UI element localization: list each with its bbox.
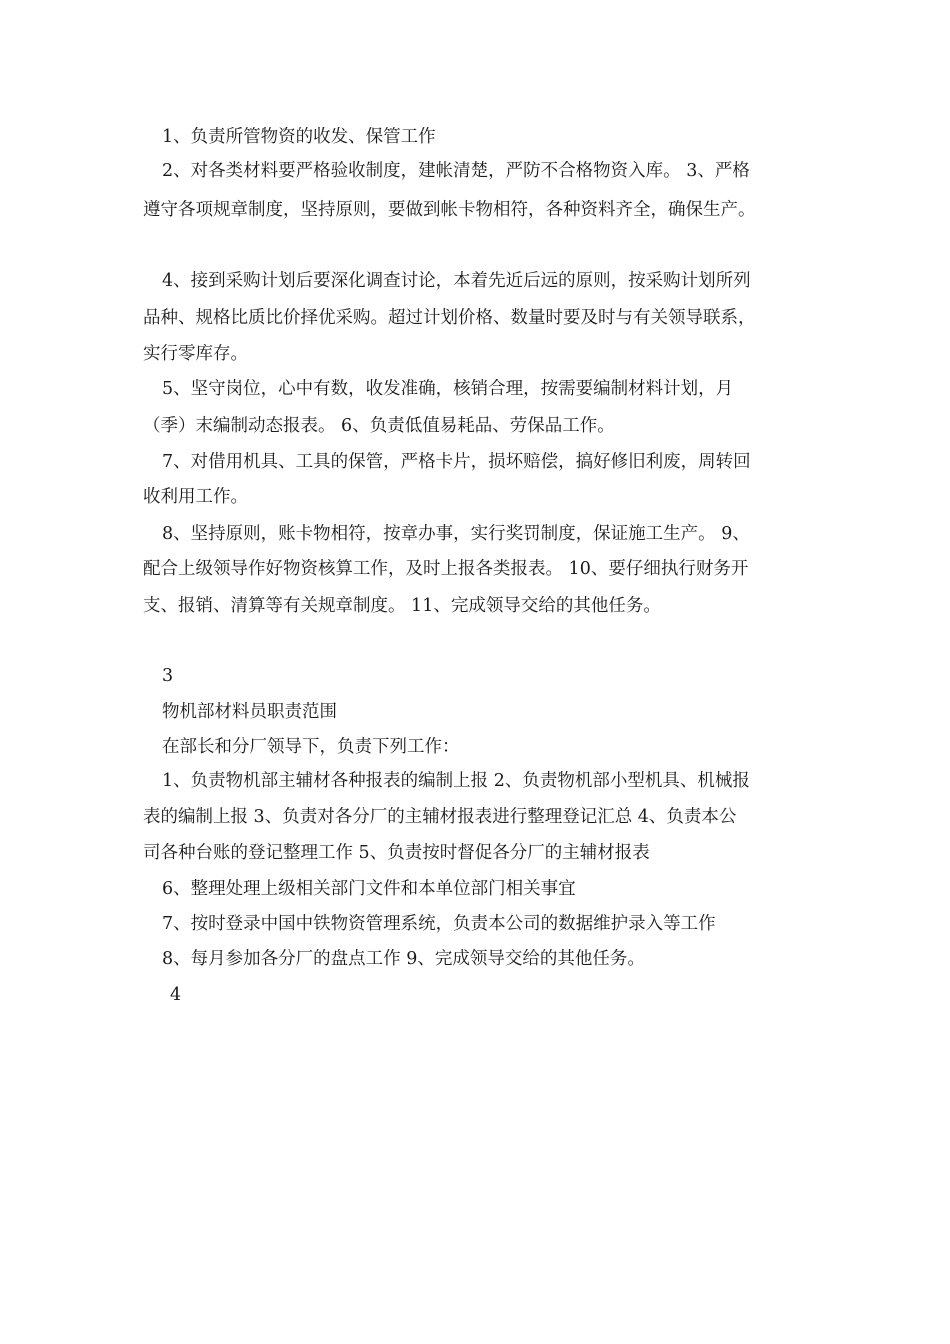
duty-line: 1、负责所管物资的收发、保管工作 (162, 127, 436, 147)
duty-line: 7、对借用机具、工具的保管，严格卡片，损坏赔偿，搞好修旧利废，周转回 (162, 452, 751, 472)
duty-line: 支、报销、清算等有关规章制度。 11、完成领导交给的其他任务。 (143, 596, 661, 616)
duty-line: 司各种台账的登记整理工作 5、负责按时督促各分厂的主辅材报表 (143, 843, 650, 863)
section-intro: 在部长和分厂领导下，负责下列工作： (162, 737, 460, 757)
duty-line: 1、负责物机部主辅材各种报表的编制上报 2、负责物机部小型机具、机械报 (162, 771, 750, 791)
duty-line: 2、对各类材料要严格验收制度，建帐清楚，严防不合格物资入库。 3、严格 (162, 161, 750, 181)
duty-line: （季）末编制动态报表。 6、负责低值易耗品、劳保品工作。 (143, 416, 615, 436)
duty-line: 品种、规格比质比价择优采购。超过计划价格、数量时要及时与有关领导联系， (143, 308, 756, 328)
duty-line: 5、坚守岗位，心中有数，收发准确，核销合理，按需要编制材料计划，月 (162, 379, 734, 399)
duty-line: 收利用工作。 (143, 487, 248, 507)
duty-line: 4、接到采购计划后要深化调查讨论，本着先近后远的原则，按采购计划所列 (162, 271, 751, 291)
duty-line: 8、坚持原则，账卡物相符，按章办事，实行奖罚制度，保证施工生产。 9、 (162, 524, 750, 544)
duty-line: 实行零库存。 (143, 344, 248, 364)
page-number: 3 (162, 666, 174, 686)
section-title: 物机部材料员职责范围 (162, 702, 337, 722)
duty-line: 配合上级领导作好物资核算工作，及时上报各类报表。 10、要仔细执行财务开 (143, 559, 749, 579)
duty-line: 7、按时登录中国中铁物资管理系统，负责本公司的数据维护录入等工作 (162, 914, 716, 934)
duty-line: 遵守各项规章制度，坚持原则，要做到帐卡物相符，各种资料齐全，确保生产。 (143, 200, 756, 220)
duty-line: 6、整理处理上级相关部门文件和本单位部门相关事宜 (162, 879, 576, 899)
page-number: 4 (170, 985, 182, 1005)
duty-line: 表的编制上报 3、负责对各分厂的主辅材报表进行整理登记汇总 4、负责本公 (143, 807, 737, 827)
duty-line: 8、每月参加各分厂的盘点工作 9、完成领导交给的其他任务。 (162, 949, 645, 969)
